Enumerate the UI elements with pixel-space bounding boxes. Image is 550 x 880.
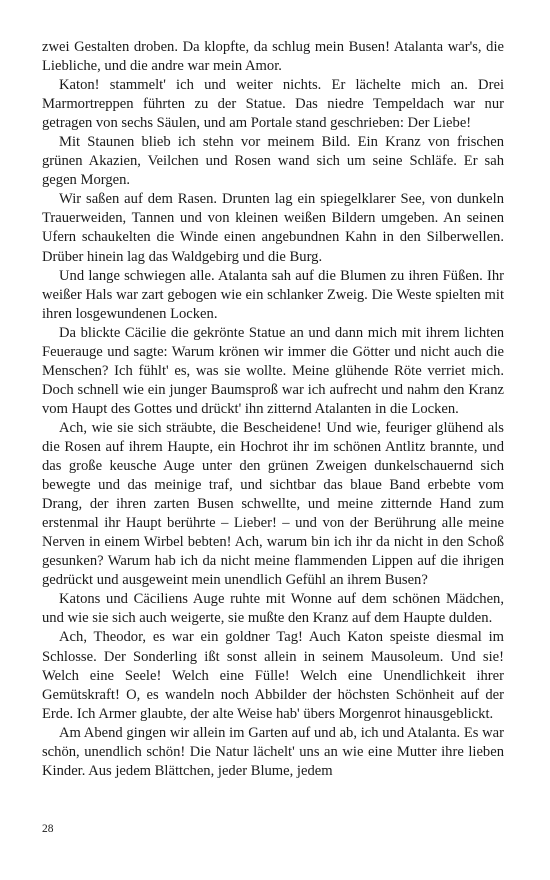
paragraph-5: Und lange schwiegen alle. Atalanta sah auf die Blumen zu ihren Füßen. Ihr weißer Hals war zart gebogen wie ein schlanker Zweig. Die Weste spielten mit ihren losgewundenen Locken. — [42, 267, 504, 322]
book-page-text — [42, 38, 504, 781]
page-number: 28 — [42, 823, 54, 835]
paragraph-2: Katon! stammelt' ich und weiter nichts. Er lächelte mich an. Drei Marmortreppen führten zu der Statue. Das niedre Tempeldach war nur getragen von sechs Säulen, und am Portale stand geschrieben: Der Liebe! — [42, 77, 504, 132]
paragraph-3: Mit Staunen blieb ich stehn vor meinem Bild. Ein Kranz von frischen grünen Akazien, Veilchen und Rosen wand sich um seine Schläfe. Er sah gegen Morgen. — [42, 134, 504, 189]
paragraph-1: zwei Gestalten droben. Da klopfte, da schlug mein Busen! Atalanta war's, die Liebliche, und die andre war mein Amor. — [42, 39, 504, 75]
paragraph-9: Ach, Theodor, es war ein goldner Tag! Auch Katon speiste diesmal im Schlosse. Der Sonderling ißt sonst allein in seinem Mausoleum. Und sie! Welch eine Seele! Welch eine Fülle! Welch eine Unendlichkeit ihrer Gemütskraft! O, es wandeln noch Abbilder der höchsten Schönheit auf der Erde. Ich Armer glaubte, der alte Weise hab' übers Morgenrot hinausgeblickt. — [42, 629, 504, 722]
paragraph-4: Wir saßen auf dem Rasen. Drunten lag ein spiegelklarer See, von dunkeln Trauerweiden, Tannen und von kleinen weißen Bildern umgeben. An seinen Ufern schaukelten die Winde einen angebundnen Kahn in den Silberwellen. Drüber hinein lag das Waldgebirg und die Burg. — [42, 191, 504, 265]
paragraph-8: Katons und Cäciliens Auge ruhte mit Wonne auf dem schönen Mädchen, und wie sie sich auch weigerte, sie mußte den Kranz auf dem Haupte dulden. — [42, 591, 504, 627]
paragraph-10: Am Abend gingen wir allein im Garten auf und ab, ich und Atalanta. Es war schön, unendlich schön! Die Natur lächelt' uns an wie eine Mutter ihre lieben Kinder. Aus jedem Blättchen, jeder Blume, jedem — [42, 724, 504, 779]
paragraph-6: Da blickte Cäcilie die gekrönte Statue an und dann mich mit ihrem lichten Feuerauge und sagte: Warum krönen wir immer die Götter und nicht auch die Menschen? Ich fühlt' es, was sie wollte. Meine glühende Röte verriet mich. Doch schnell wie ein junger Baumsproß war ich aufrecht und nahm den Kranz vom Haupt des Gottes und drückt' ihn zitternd Atalanten in die Locken. — [42, 324, 504, 417]
paragraph-7: Ach, wie sie sich sträubte, die Bescheidene! Und wie, feuriger glühend als die Rosen auf ihrem Haupte, ein Hochrot ihr im schönen Antlitz brannte, und das große keusche Auge unter den grünen Zweigen dunkelschauernd sich bewegte und das meinige traf, und sichtbar das blaue Band erbebte vom Drang, der ihren zarten Busen schwellte, und meine zitternde Hand zum erstenmal ihr Haupt berührte – Lieber! – und von der Berührung alle meine Nerven in einem Wirbel bebten! Ach, warum bin ich ihr da nicht in den Schoß gesunken? Warum hab ich da nicht meine flammenden Lippen auf die ihrigen gedrückt und ausgeweint mein unendlich Gefühl an ihrem Busen? — [42, 419, 504, 589]
